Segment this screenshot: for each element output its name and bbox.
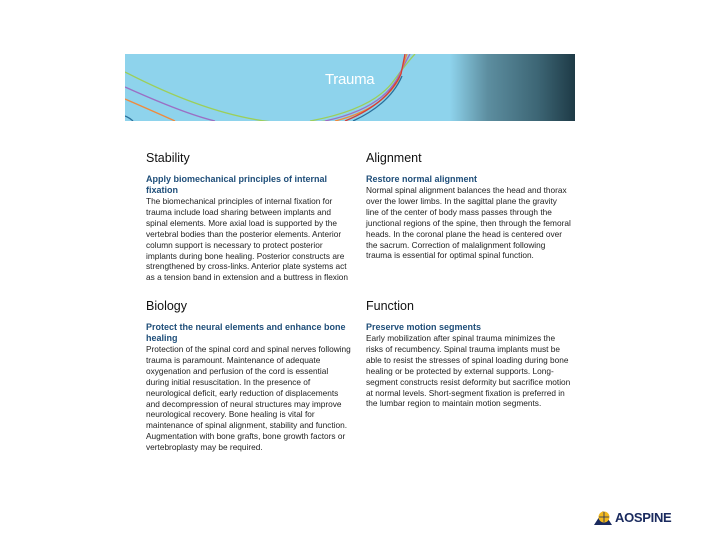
logo-text: AOSPINE [615,509,672,525]
section-stability [146,151,351,283]
globe-logo-icon [594,509,612,525]
aospine-logo [594,509,671,525]
section-subheading: Apply biomechanical principles of internal fixation [146,174,328,195]
section-subheading: Preserve motion segments [366,322,482,332]
section-subheading: Restore normal alignment [366,174,478,184]
section-heading: Function [366,299,414,313]
spine-xray-image [450,54,575,121]
section-function [366,299,571,409]
section-heading: Alignment [366,151,422,165]
section-subheading: Protect the neural elements and enhance bone healing [146,322,346,343]
section-body: The biomechanical principles of internal fixation for trauma include load sharing between implants and spinal elements. More axial load is supported by the vertebral bodies than the posterior elements. Anterior column support is necessary to protect posterior implants during bone healing. Posterior constructs are strengthened by cross-links. Anterior plate systems act as a tension band in extension and a buttress in flexion [146,196,349,283]
section-alignment [366,151,571,261]
section-body: Early mobilization after spinal trauma minimizes the risks of recumbency. Spinal trauma implants must be able to resist the stresses of spinal loading during bone healing or be protected by external supports. Long-segment constructs resist deformity but sacrifice motion at normal levels. Short-segment fixation is preferred in the lumbar region to maintain motion segments. [366,333,571,409]
section-heading: Stability [146,151,190,165]
section-biology [146,299,351,453]
header-banner [125,54,575,121]
banner-title: Trauma [325,71,375,88]
section-body: Protection of the spinal cord and spinal nerves following trauma is paramount. Maintenance of adequate oxygenation and perfusion of the cord is essential during initial resuscitation. In the presence of neurological deficit, early reduction of displacements and decompression of neural structures may improve neurological recovery. Bone healing is vital for maintenance of spinal alignment, stability and function. Augmentation with bone grafts, bone growth factors or vertebroplasty may be required. [146,344,351,453]
section-body: Normal spinal alignment balances the head and thorax over the lower limbs. In the sagittal plane the gravity line of the center of body mass passes through the junctional regions of the spine, then through the femoral heads. In the coronal plane the head is centered over the sacrum. Correction of malalignment following trauma is essential for optimal spinal function. [366,185,571,261]
section-heading: Biology [146,299,187,313]
